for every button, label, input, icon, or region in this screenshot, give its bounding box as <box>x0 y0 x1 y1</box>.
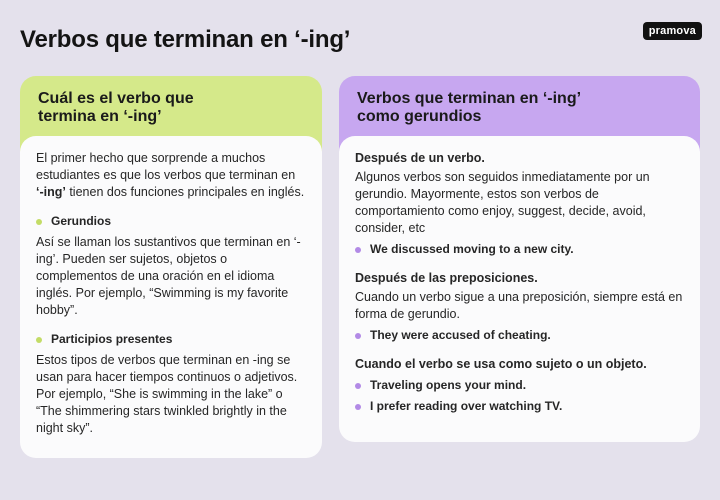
section3-example1 <box>355 377 684 394</box>
left-intro-paragraph <box>36 150 306 201</box>
left-column-card <box>20 136 322 458</box>
participios-text: Estos tipos de verbos que terminan en -ing se usan para hacer tiempos continuos o adjetivos. Por ejemplo, “She is swimming in the lake” o “The shimmering stars twinkled brightly in the night sky”. <box>36 353 298 435</box>
section1-text: Algunos verbos son seguidos inmediatamente por un gerundio. Mayormente, estos son verbos de comportamiento como enjoy, suggest, decide, avoid, consider, etc <box>355 170 650 235</box>
gerundios-subheading <box>36 213 306 230</box>
bullet-dot-icon <box>355 404 361 410</box>
section1-example-text: We discussed moving to a new city. <box>370 242 574 256</box>
left-heading-line2: termina en ‘-ing’ <box>38 108 162 125</box>
pramova-logo: pramova <box>643 22 702 40</box>
section1-title: Después de un verbo. <box>355 151 485 165</box>
left-column <box>20 76 322 435</box>
gerundios-title: Gerundios <box>51 214 112 228</box>
bullet-dot-icon <box>36 337 42 343</box>
intro-text-bold: ‘-ing’ <box>36 185 66 199</box>
section2-example <box>355 327 684 344</box>
bullet-dot-icon <box>355 383 361 389</box>
section1-example <box>355 241 684 258</box>
bullet-dot-icon <box>355 333 361 339</box>
bullet-dot-icon <box>355 247 361 253</box>
right-heading-line1: Verbos que terminan en ‘-ing’ <box>357 90 582 107</box>
right-column <box>339 76 700 413</box>
right-heading-line2: como gerundios <box>357 108 482 125</box>
section3-example2-text: I prefer reading over watching TV. <box>370 399 563 413</box>
section3-example2 <box>355 398 684 415</box>
section2-example-text: They were accused of cheating. <box>370 328 551 342</box>
participios-title: Participios presentes <box>51 332 173 346</box>
section3-example1-text: Traveling opens your mind. <box>370 378 527 392</box>
intro-text-after: tienen dos funciones principales en inglés. <box>65 185 305 199</box>
page-title: Verbos que terminan en ‘-ing’ <box>20 26 351 53</box>
section2-title: Después de las preposiciones. <box>355 271 538 285</box>
section2-text: Cuando un verbo sigue a una preposición, siempre está en forma de gerundio. <box>355 290 683 321</box>
right-column-card <box>339 136 700 442</box>
section3-title: Cuando el verbo se usa como sujeto o un objeto. <box>355 357 647 371</box>
left-heading-line1: Cuál es el verbo que <box>38 90 194 107</box>
intro-text-before: El primer hecho que sorprende a muchos estudiantes es que los verbos que terminan en <box>36 151 296 182</box>
bullet-dot-icon <box>36 219 42 225</box>
participios-subheading <box>36 331 306 348</box>
gerundios-text: Así se llaman los sustantivos que terminan en ‘-ing’. Pueden ser sujetos, objetos o complementos de una oración en el idioma inglés. Por ejemplo, “Swimming is my favorite hobby”. <box>36 235 301 317</box>
